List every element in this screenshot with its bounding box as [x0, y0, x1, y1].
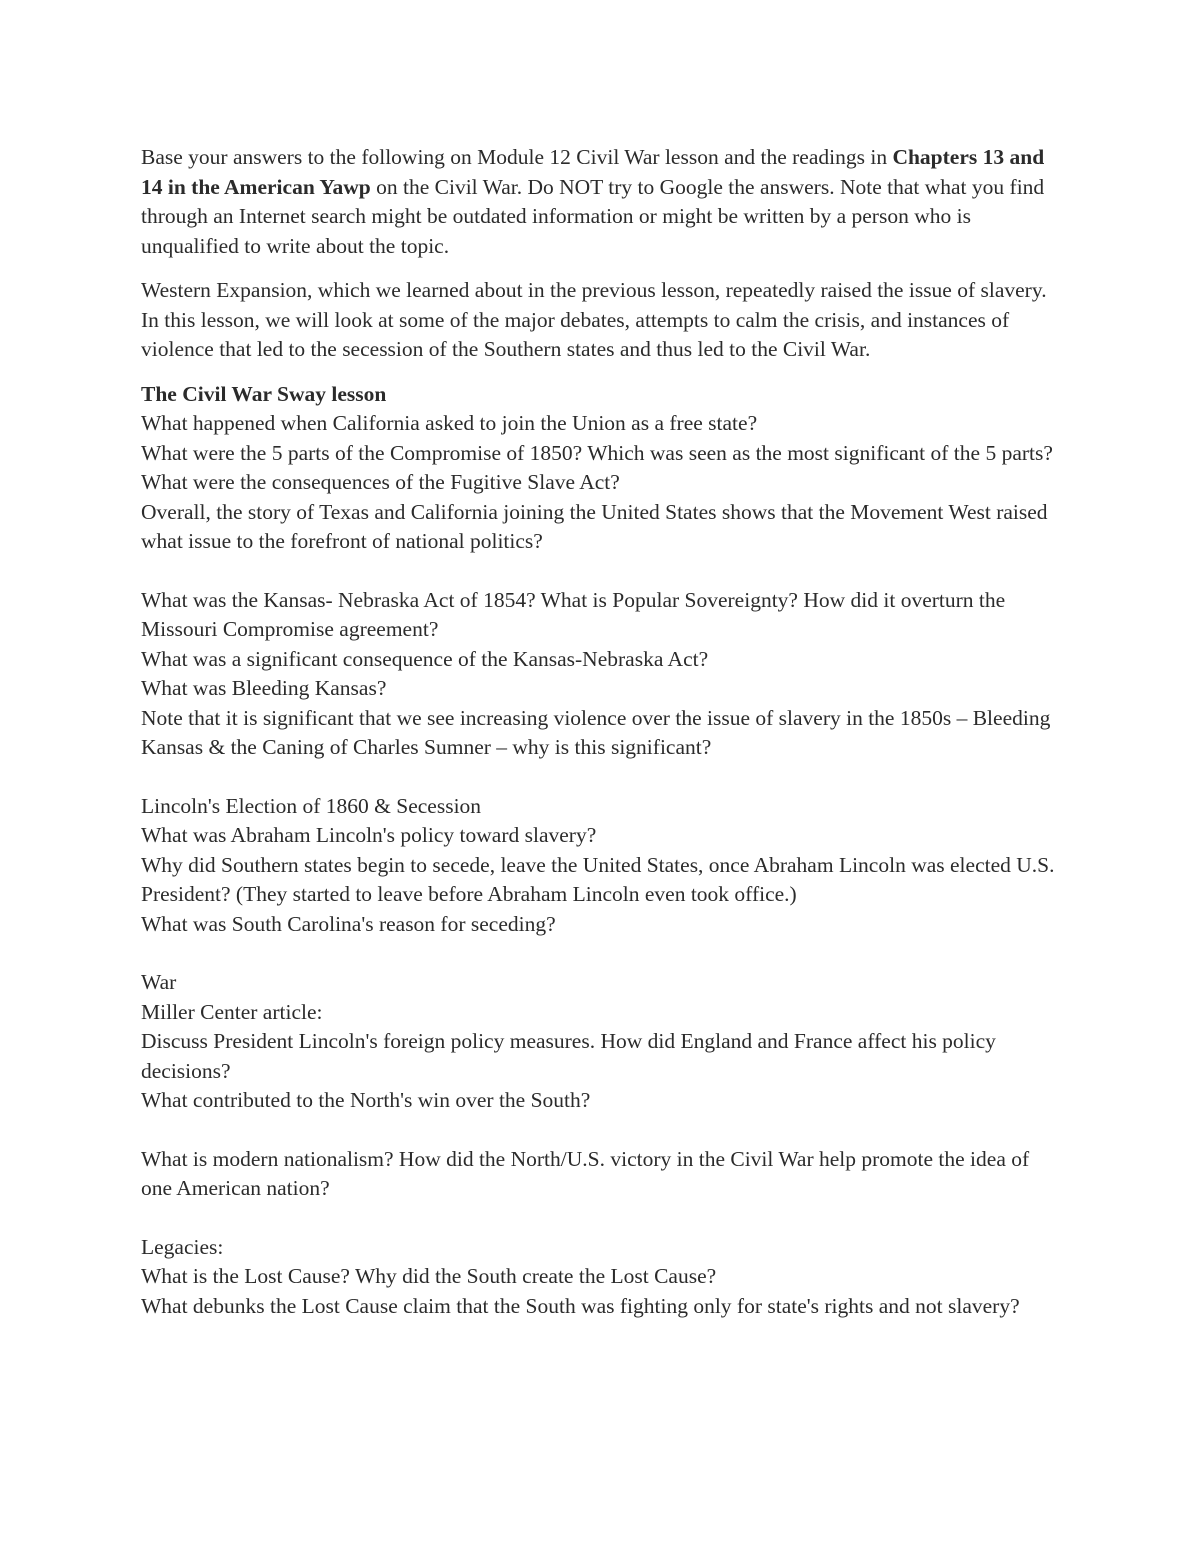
war-section	[141, 968, 1061, 1116]
war-section-subtitle: Miller Center article:	[141, 999, 323, 1024]
spacer	[141, 1204, 1061, 1233]
western-expansion-paragraph: Western Expansion, which we learned about in the previous lesson, repeatedly raised the issue of slavery. In this lesson, we will look at some of the major debates, attempts to calm the crisis, and instances of violence that led to the secession of the Southern states and thus led to the Civil War.	[141, 278, 1047, 361]
election-question: What was Abraham Lincoln's policy toward slavery?	[141, 823, 597, 847]
spacer	[141, 763, 1061, 792]
war-section-title: War	[141, 970, 177, 994]
nationalism-question: What is modern nationalism? How did the North/U.S. victory in the Civil War help promote the idea of one American nation?	[141, 1146, 1030, 1200]
election-section	[141, 792, 1061, 940]
war-question: Discuss President Lincoln's foreign policy measures. How did England and France affect his policy decisions?	[141, 1029, 996, 1083]
spacer	[141, 939, 1061, 968]
intro-text-end: on the Civil War. Do NOT try to Google the answers. Note that what you find through an Internet search might be outdated information or might be written by a person who is unqualified to write about the topic.	[141, 174, 1045, 258]
legacies-question: What is the Lost Cause? Why did the South create the Lost Cause?	[141, 1264, 717, 1288]
intro-bold-reference: Chapters 13 and 14 in the American Yawp	[141, 145, 1045, 199]
spacer	[141, 557, 1061, 586]
sway-question: What happened when California asked to join the Union as a free state?	[141, 411, 758, 435]
kansas-question: Note that it is significant that we see increasing violence over the issue of slavery in the 1850s – Bleeding Kansas & the Caning of Charles Sumner – why is this significant?	[141, 705, 1051, 759]
election-section-title: Lincoln's Election of 1860 & Secession	[141, 793, 482, 818]
sway-question: What were the 5 parts of the Compromise of 1850? Which was seen as the most significant of the 5 parts?	[141, 440, 1053, 465]
kansas-question: What was Bleeding Kansas?	[141, 676, 387, 700]
kansas-question: What was a significant consequence of the Kansas-Nebraska Act?	[141, 646, 709, 671]
sway-question: What were the consequences of the Fugitive Slave Act?	[141, 470, 620, 494]
election-question: Why did Southern states begin to secede, leave the United States, once Abraham Lincoln was elected U.S. President? (They started to leave before Abraham Lincoln even took office.)	[141, 852, 1055, 906]
spacer	[141, 1116, 1061, 1145]
document-page	[141, 143, 1061, 1321]
sway-section-title: The Civil War Sway lesson	[141, 381, 387, 406]
sway-question: Overall, the story of Texas and California joining the United States shows that the Movement West raised what issue to the forefront of national politics?	[141, 499, 1048, 553]
legacies-question: What debunks the Lost Cause claim that the South was fighting only for state's rights and not slavery?	[141, 1293, 1020, 1318]
kansas-section	[141, 586, 1061, 763]
election-question: What was South Carolina's reason for seceding?	[141, 911, 556, 936]
intro-paragraph	[141, 143, 1061, 261]
legacies-section-title: Legacies:	[141, 1234, 224, 1259]
intro-text-start: Base your answers to the following on Module 12 Civil War lesson and the readings in	[141, 145, 888, 169]
legacies-section	[141, 1233, 1061, 1322]
sway-section	[141, 380, 1061, 557]
war-question: What contributed to the North's win over the South?	[141, 1088, 591, 1112]
nationalism-section	[141, 1145, 1061, 1204]
kansas-question: What was the Kansas- Nebraska Act of 1854? What is Popular Sovereignty? How did it overturn the Missouri Compromise agreement?	[141, 587, 1006, 641]
